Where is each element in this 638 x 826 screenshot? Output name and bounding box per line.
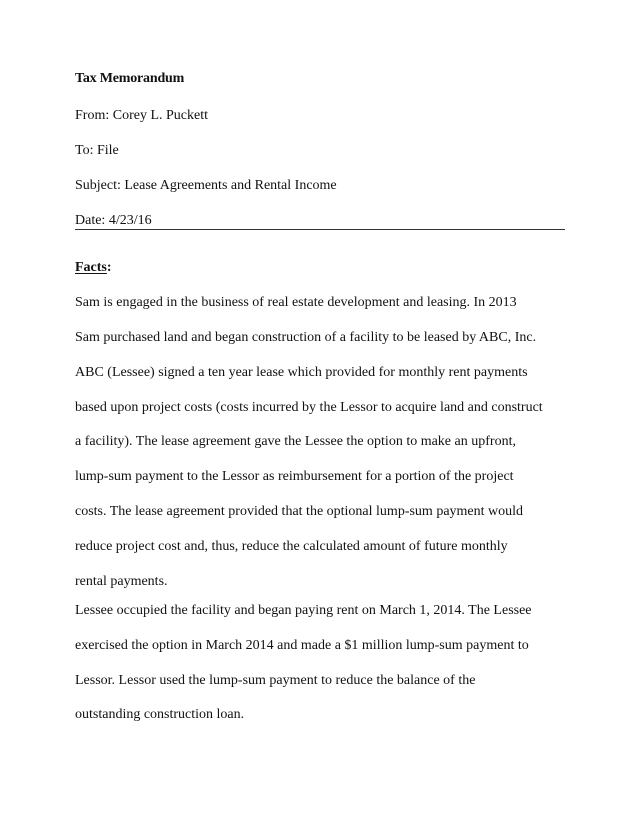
memo-subject: Subject: Lease Agreements and Rental Income xyxy=(75,178,337,193)
facts-heading-label: Facts xyxy=(75,260,107,275)
facts-paragraph-1-line-5: a facility). The lease agreement gave the Lessee the option to make an upfront, xyxy=(75,434,516,449)
facts-paragraph-1-line-4: based upon project costs (costs incurred by the Lessor to acquire land and construct xyxy=(75,400,543,415)
facts-paragraph-1-line-8: reduce project cost and, thus, reduce the calculated amount of future monthly xyxy=(75,539,508,554)
facts-heading xyxy=(75,260,112,276)
memo-title: Tax Memorandum xyxy=(75,71,185,86)
facts-paragraph-1-line-6: lump-sum payment to the Lessor as reimbursement for a portion of the project xyxy=(75,469,514,484)
facts-paragraph-1-line-2: Sam purchased land and began construction of a facility to be leased by ABC, Inc. xyxy=(75,330,537,345)
facts-paragraph-1-line-7: costs. The lease agreement provided that the optional lump-sum payment would xyxy=(75,504,524,519)
memo-date: Date: 4/23/16 xyxy=(75,213,152,228)
memo-from: From: Corey L. Puckett xyxy=(75,108,208,123)
facts-paragraph-2-line-4: outstanding construction loan. xyxy=(75,707,245,722)
facts-paragraph-1-line-3: ABC (Lessee) signed a ten year lease which provided for monthly rent payments xyxy=(75,365,528,380)
memo-to: To: File xyxy=(75,143,119,158)
facts-paragraph-1-line-1: Sam is engaged in the business of real estate development and leasing. In 2013 xyxy=(75,295,517,310)
facts-paragraph-2-line-3: Lessor. Lessor used the lump-sum payment to reduce the balance of the xyxy=(75,673,476,688)
facts-paragraph-1-line-9: rental payments. xyxy=(75,574,168,589)
header-divider xyxy=(75,229,565,230)
facts-paragraph-2-line-1: Lessee occupied the facility and began paying rent on March 1, 2014. The Lessee xyxy=(75,603,532,618)
facts-paragraph-2-line-2: exercised the option in March 2014 and made a $1 million lump-sum payment to xyxy=(75,638,529,653)
facts-heading-colon: : xyxy=(106,260,112,275)
